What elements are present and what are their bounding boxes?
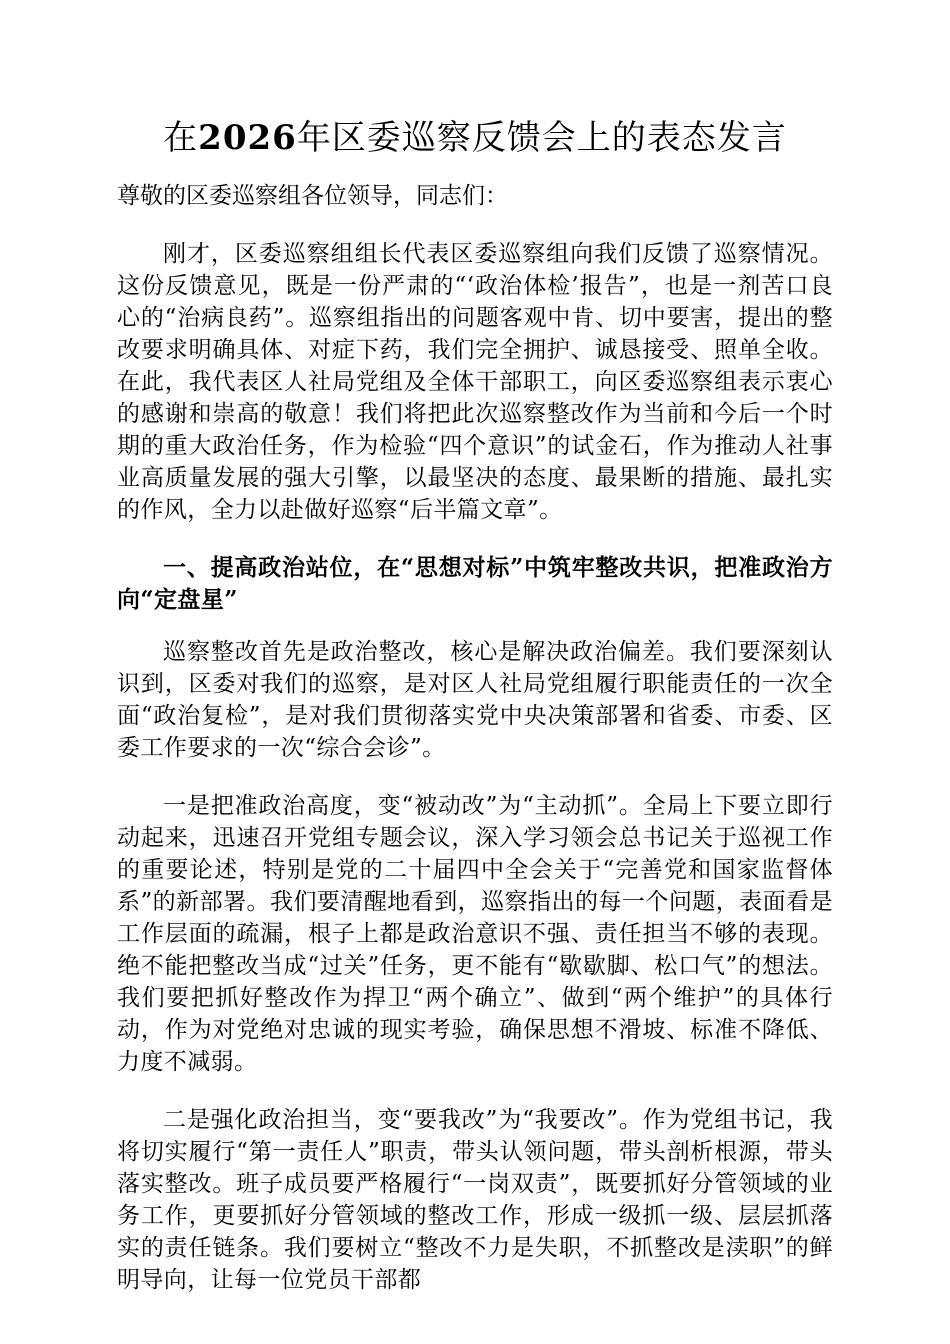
document-page [117, 108, 833, 1322]
document-title [117, 108, 833, 168]
title-year: 2026 [198, 118, 297, 158]
paragraph-section-1: 巡察整改首先是政治整改，核心是解决政治偏差。我们要深刻认识到，区委对我们的巡察，是对区人社局党组履行职能责任的一次全面“政治复检”，是对我们贯彻落实党中央决策部署和省委、市委、区委工作要求的一次“综合会诊”。 [117, 639, 833, 761]
paragraph-point-2: 二是强化政治担当，变“要我改”为“我要改”。作为党组书记，我将切实履行“第一责任人”职责，带头认领问题，带头剖析根源，带头落实整改。班子成员要严格履行“一岗双责”，既要抓好分管领域的业务工作，更要抓好分管领域的整改工作，形成一级抓一级、层层抓落实的责任链条。我们要树立“整改不力是失职，不抓整改是渎职”的鲜明导向，让每一位党员干部都 [117, 1107, 833, 1293]
paragraph-point-1: 一是把准政治高度，变“被动改”为“主动抓”。全局上下要立即行动起来，迅速召开党组专题会议，深入学习领会总书记关于巡视工作的重要论述，特别是党的二十届四中全会关于“完善党和国家监督体系”的新部署。我们要清醒地看到，巡察指出的每一个问题，表面看是工作层面的疏漏，根子上都是政治意识不强、责任担当不够的表现。绝不能把整改当成“过关”任务，更不能有“歇歇脚、松口气”的想法。我们要把抓好整改作为捍卫“两个确立”、做到“两个维护”的具体行动，作为对党绝对忠诚的现实考验，确保思想不滑坡、标准不降低、力度不减弱。 [117, 793, 833, 1075]
section-heading-1: 一、提高政治站位，在“思想对标”中筑牢整改共识，把准政治方向“定盘星” [117, 554, 833, 613]
title-suffix: 年区委巡察反馈会上的表态发言 [296, 118, 787, 158]
paragraph-intro: 刚才，区委巡察组组长代表区委巡察组向我们反馈了巡察情况。这份反馈意见，既是一份严肃的“‘政治体检’报告”，也是一剂苦口良心的“治病良药”。巡察组指出的问题客观中肯、切中要害，提出的整改要求明确具体、对症下药，我们完全拥护、诚恳接受、照单全收。在此，我代表区人社局党组及全体干部职工，向区委巡察组表示衷心的感谢和崇高的敬意！我们将把此次巡察整改作为当前和今后一个时期的重大政治任务，作为检验“四个意识”的试金石，作为推动人社事业高质量发展的强大引擎，以最坚决的态度、最果断的措施、最扎实的作风，全力以赴做好巡察“后半篇文章”。 [117, 241, 833, 523]
salutation: 尊敬的区委巡察组各位领导，同志们： [117, 183, 508, 209]
title-prefix: 在 [163, 118, 199, 158]
